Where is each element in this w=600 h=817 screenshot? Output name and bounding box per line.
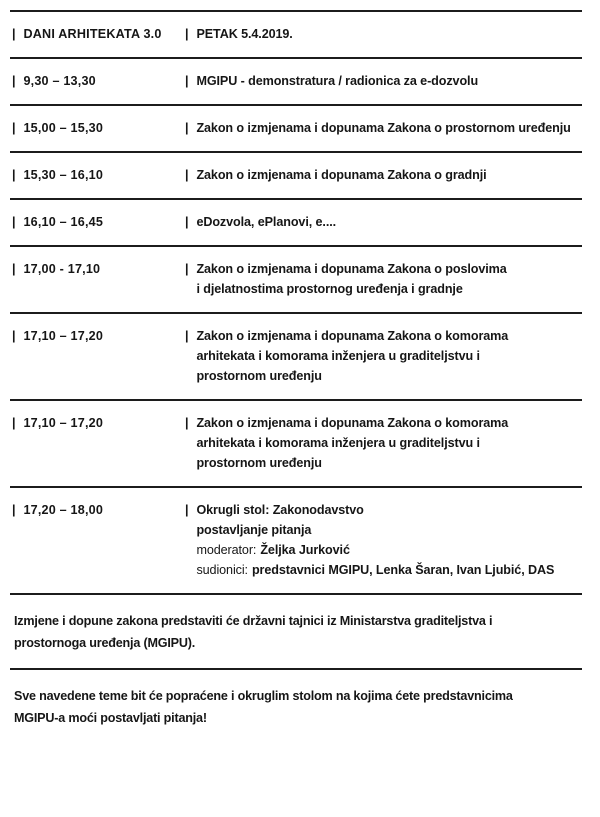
header-row xyxy=(10,10,582,57)
note-line: Sve navedene teme bit će popraćene i okruglim stolom na kojima ćete predstavnicima xyxy=(14,689,513,703)
pipe-divider: | xyxy=(185,73,189,89)
session-title: Okrugli stol: Zakonodavstvo xyxy=(196,503,364,517)
time-cell xyxy=(12,326,185,346)
pipe-divider: | xyxy=(12,261,16,277)
pipe-divider: | xyxy=(12,167,16,183)
schedule-row xyxy=(10,151,582,198)
time-cell xyxy=(12,259,185,279)
pipe-divider: | xyxy=(12,73,16,89)
pipe-divider: | xyxy=(12,120,16,136)
session-title: MGIPU - demonstratura / radionica za e-dozvolu xyxy=(196,74,479,88)
note-paragraph xyxy=(10,593,582,668)
session-title: postavljanje pitanja xyxy=(196,523,312,537)
schedule-row xyxy=(10,198,582,245)
time-cell xyxy=(12,165,185,185)
note-paragraph xyxy=(10,668,582,743)
session-cell xyxy=(185,71,582,91)
pipe-divider: | xyxy=(12,26,16,42)
event-date: PETAK 5.4.2019. xyxy=(196,27,293,41)
session-cell xyxy=(185,500,582,580)
time-cell xyxy=(12,71,185,91)
session-title: Zakon o izmjenama i dopunama Zakona o gradnji xyxy=(196,168,487,182)
event-title: DANI ARHITEKATA 3.0 xyxy=(23,27,162,41)
session-cell xyxy=(185,212,582,232)
pipe-divider: | xyxy=(12,415,16,431)
session-cell xyxy=(185,413,582,473)
moderator-name: Željka Jurković xyxy=(260,543,350,557)
time-cell xyxy=(12,212,185,232)
session-title: arhitekata i komorama inženjera u graditeljstvu i xyxy=(196,349,480,363)
session-cell xyxy=(185,118,582,138)
session-title: prostornom uređenju xyxy=(196,456,322,470)
time-cell xyxy=(12,413,185,433)
time-range: 15,30 – 16,10 xyxy=(23,168,104,182)
pipe-divider: | xyxy=(185,261,189,277)
pipe-divider: | xyxy=(12,502,16,518)
schedule-row xyxy=(10,312,582,399)
session-title: Zakon o izmjenama i dopunama Zakona o poslovima xyxy=(196,262,507,276)
schedule-row xyxy=(10,399,582,486)
time-range: 15,00 – 15,30 xyxy=(23,121,104,135)
time-range: 9,30 – 13,30 xyxy=(23,74,96,88)
pipe-divider: | xyxy=(185,120,189,136)
pipe-divider: | xyxy=(185,26,189,42)
time-range: 17,10 – 17,20 xyxy=(23,416,104,430)
schedule-row xyxy=(10,486,582,593)
time-range: 17,10 – 17,20 xyxy=(23,329,104,343)
pipe-divider: | xyxy=(185,415,189,431)
session-title: i djelatnostima prostornog uređenja i gradnje xyxy=(196,282,463,296)
moderator-line xyxy=(196,540,554,560)
time-cell xyxy=(12,500,185,520)
session-title: Zakon o izmjenama i dopunama Zakona o komorama xyxy=(196,416,509,430)
session-title: eDozvola, ePlanovi, e.... xyxy=(196,215,337,229)
pipe-divider: | xyxy=(185,502,189,518)
participants-line xyxy=(196,560,554,580)
note-line: prostornoga uređenja (MGIPU). xyxy=(14,636,196,650)
schedule-row xyxy=(10,57,582,104)
participants-label: sudionici: xyxy=(196,563,248,577)
session-title: prostornom uređenju xyxy=(196,369,322,383)
pipe-divider: | xyxy=(185,328,189,344)
pipe-divider: | xyxy=(185,214,189,230)
time-range: 16,10 – 16,45 xyxy=(23,215,104,229)
session-title: arhitekata i komorama inženjera u graditeljstvu i xyxy=(196,436,480,450)
note-line: Izmjene i dopune zakona predstaviti će državni tajnici iz Ministarstva graditeljstva i xyxy=(14,614,493,628)
pipe-divider: | xyxy=(12,328,16,344)
event-date-cell xyxy=(185,24,582,44)
event-title-cell xyxy=(12,24,185,44)
participants-names: predstavnici MGIPU, Lenka Šaran, Ivan Ljubić, DAS xyxy=(251,563,555,577)
time-range: 17,00 - 17,10 xyxy=(23,262,101,276)
time-range: 17,20 – 18,00 xyxy=(23,503,104,517)
session-title: Zakon o izmjenama i dopunama Zakona o komorama xyxy=(196,329,509,343)
schedule-row xyxy=(10,104,582,151)
pipe-divider: | xyxy=(12,214,16,230)
pipe-divider: | xyxy=(185,167,189,183)
session-cell xyxy=(185,326,582,386)
program-document xyxy=(10,10,582,743)
moderator-label: moderator: xyxy=(196,543,257,557)
time-cell xyxy=(12,118,185,138)
note-line: MGIPU-a moći postavljati pitanja! xyxy=(14,711,207,725)
session-cell xyxy=(185,259,582,299)
session-cell xyxy=(185,165,582,185)
schedule-row xyxy=(10,245,582,312)
session-title: Zakon o izmjenama i dopunama Zakona o prostornom uređenju xyxy=(196,121,571,135)
